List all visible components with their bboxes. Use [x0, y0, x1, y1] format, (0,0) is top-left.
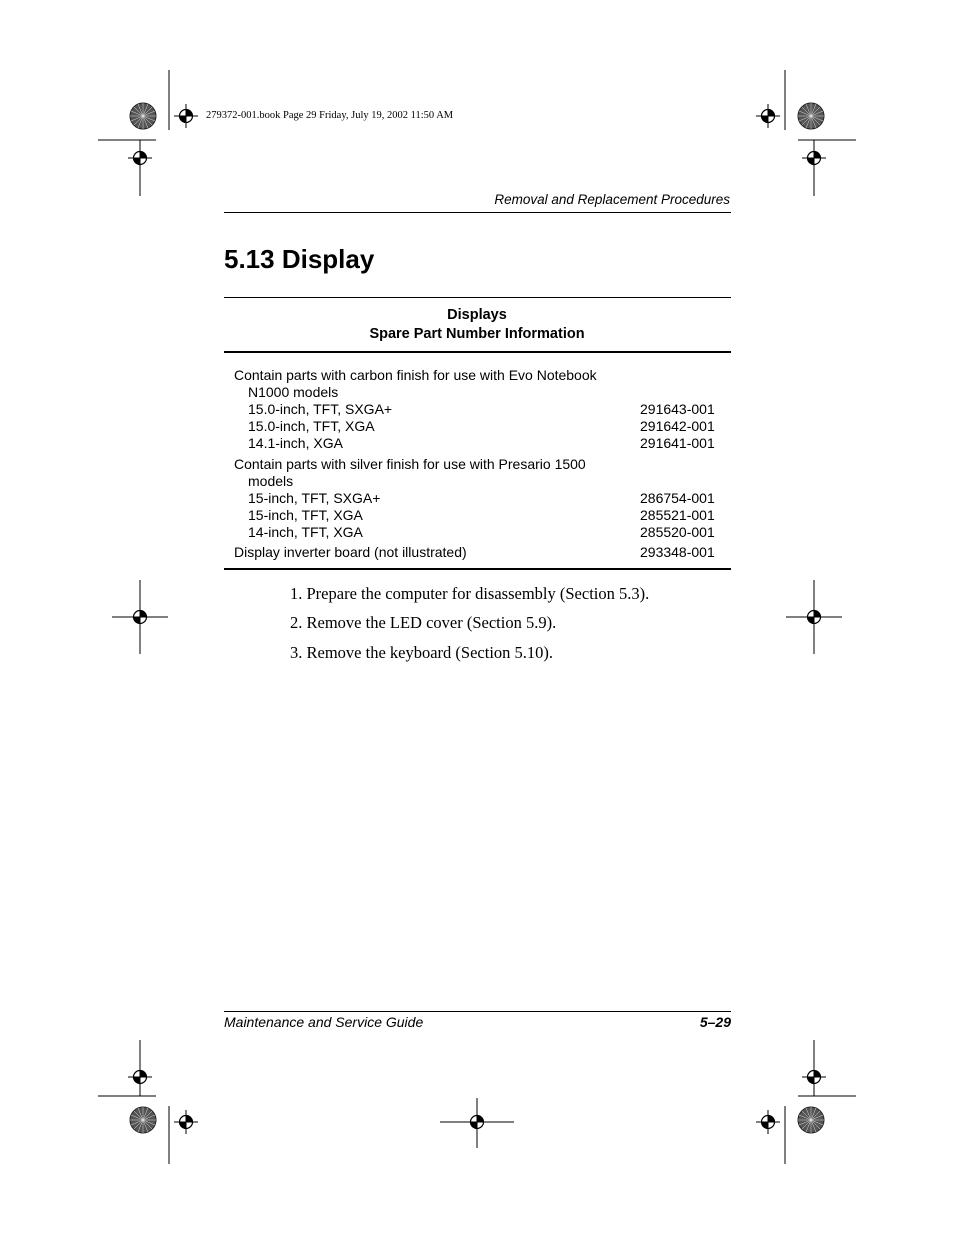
registration-crosshair-icon [802, 146, 826, 170]
part-label: Display inverter board (not illustrated) [234, 544, 467, 560]
header-rule [224, 212, 731, 213]
part-number: 291642-001 [640, 418, 715, 434]
part-number: 293348-001 [640, 544, 715, 560]
procedure-step: 2. Remove the LED cover (Section 5.9). [290, 613, 557, 632]
registration-crosshair-icon [174, 104, 198, 128]
part-number: 285521-001 [640, 507, 715, 523]
part-number: 286754-001 [640, 490, 715, 506]
registration-crosshair-icon [802, 605, 826, 629]
part-label: 15-inch, TFT, XGA [248, 507, 363, 523]
registration-crosshair-icon [756, 104, 780, 128]
running-header: Removal and Replacement Procedures [494, 192, 730, 207]
registration-crosshair-icon [802, 1065, 826, 1089]
part-label: 15-inch, TFT, SXGA+ [248, 490, 381, 506]
table-caption [224, 306, 730, 344]
file-stamp: 279372-001.book Page 29 Friday, July 19, 2002 11:50 AM [206, 110, 454, 121]
registration-starburst-icon [798, 103, 824, 129]
part-label: 15.0-inch, TFT, XGA [248, 418, 375, 434]
registration-crosshair-icon [128, 605, 152, 629]
registration-crosshair-icon [128, 1065, 152, 1089]
registration-crosshair-icon [128, 146, 152, 170]
footer-title: Maintenance and Service Guide [224, 1014, 424, 1030]
part-label: 14.1-inch, XGA [248, 435, 343, 451]
page-number: 5–29 [699, 1014, 731, 1030]
group-description: Contain parts with silver finish for use with Presario 1500 [234, 456, 586, 472]
group-description: Contain parts with carbon finish for use with Evo Notebook [234, 367, 597, 383]
part-number: 291641-001 [640, 435, 715, 451]
table-header-rule [224, 351, 731, 353]
registration-starburst-icon [130, 103, 156, 129]
registration-crosshair-icon [756, 1110, 780, 1134]
group-description-continued: N1000 models [248, 384, 339, 400]
table-bottom-rule [224, 568, 731, 570]
table-top-rule [224, 297, 731, 298]
registration-starburst-icon [798, 1107, 824, 1133]
procedure-step: 3. Remove the keyboard (Section 5.10). [290, 643, 554, 662]
footer-rule [224, 1011, 731, 1012]
registration-crosshair-icon [174, 1110, 198, 1134]
table-caption-subtitle: Spare Part Number Information [369, 326, 585, 342]
part-label: 15.0-inch, TFT, SXGA+ [248, 401, 393, 417]
page-title: 5.13 Display [224, 244, 375, 274]
part-number: 291643-001 [640, 401, 715, 417]
procedure-step: 1. Prepare the computer for disassembly (Section 5.3). [290, 584, 650, 603]
group-description-continued: models [248, 473, 294, 489]
registration-crosshair-icon [465, 1110, 489, 1134]
part-label: 14-inch, TFT, XGA [248, 524, 363, 540]
table-caption-title: Displays [447, 307, 507, 323]
part-number: 285520-001 [640, 524, 715, 540]
registration-starburst-icon [130, 1107, 156, 1133]
